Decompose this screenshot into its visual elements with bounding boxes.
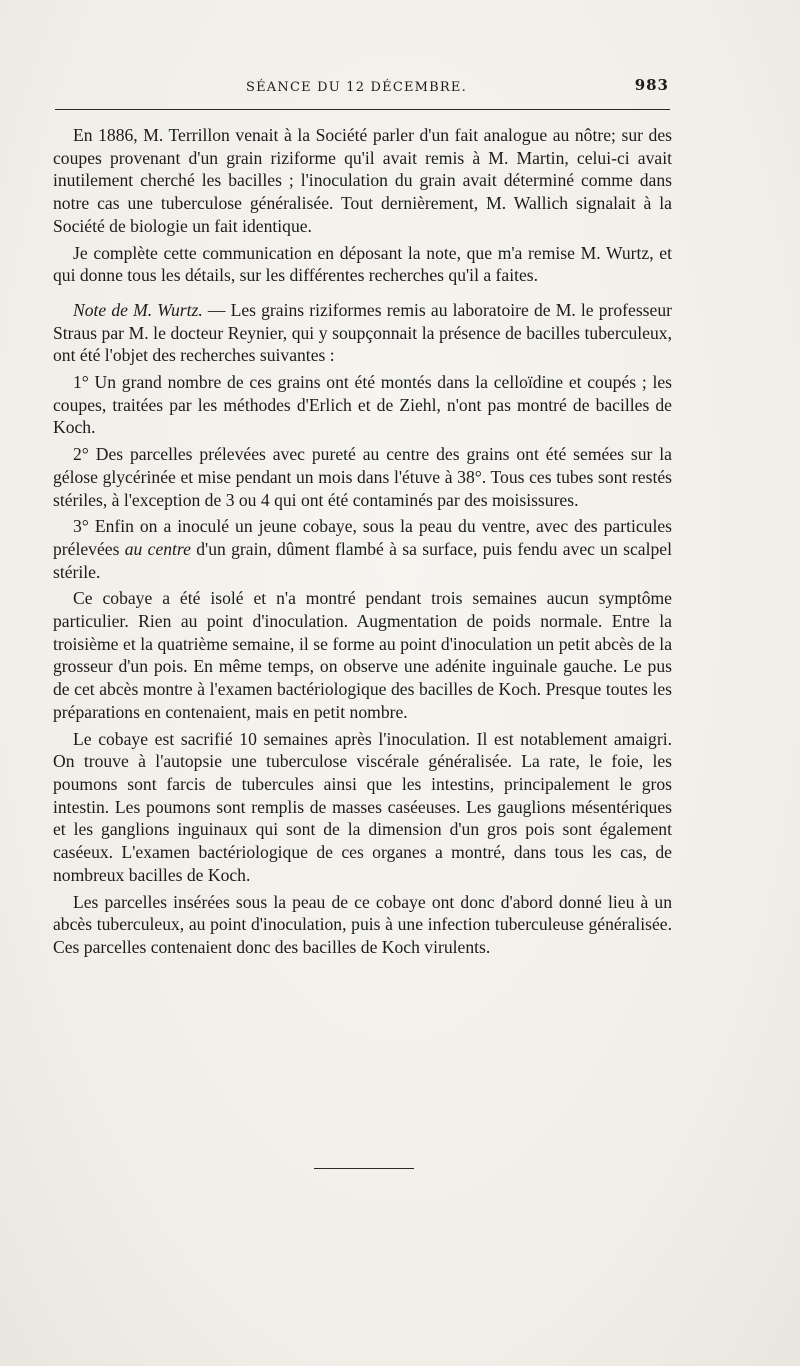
list-item: 1° Un grand nombre de ces grains ont été montés dans la celloïdine et coupés ; les coupes, traitées par les méthodes d'Erlich et de Ziehl, n'ont pas montré de bacilles de Koch. — [53, 372, 672, 438]
paragraph: Les parcelles insérées sous la peau de ce cobaye ont donc d'abord donné lieu à un abcès tuberculeux, au point d'inoculation, puis à une infection tuberculeuse généralisée. Ces parcelles contenaient donc des bacilles de Koch virulents. — [53, 891, 672, 957]
list-item: 2° Des parcelles prélevées avec pureté au centre des grains ont été semées sur la gélose glycérinée et mise pendant un mois dans l'étuve à 38°. Tous ces tubes sont restés stériles, à l'exception de 3 ou 4 qui ont été contaminés par des moisissures. — [53, 444, 672, 510]
paragraph: Le cobaye est sacrifié 10 semaines après l'inoculation. Il est notablement amaigri. On trouve à l'autopsie une tuberculose viscérale généralisée. La rate, le foie, les poumons sont farcis de tubercules ainsi que les intestins, principalement le gros intestin. Les poumons sont remplis de masses caséeuses. Les gauglions mésentériques et les ganglions inguinaux qui sont de la dimension d'un gros pois sont également caséeux. L'examen bactériologique de ces organes a montré, dans tous les cas, de nombreux bacilles de Koch. — [53, 728, 672, 885]
item3-after: d'un grain, dûment flambé à sa surface, puis fendu avec un scalpel stérile. — [53, 538, 672, 582]
page-number: 983 — [634, 76, 669, 94]
article-body — [53, 124, 672, 963]
item3-italic: au centre — [124, 538, 191, 559]
header-rule — [55, 109, 670, 110]
list-item — [53, 515, 672, 583]
note-text: — Les grains riziformes remis au laboratoire de M. le professeur Straus par M. le docteur Reynier, qui y soupçonnait la présence de bacilles tuberculeux, ont été l'objet des recherches suivantes : — [53, 299, 672, 366]
note-paragraph — [53, 299, 672, 367]
paragraph: Je complète cette communication en déposant la note, que m'a remise M. Wurtz, et qui donne tous les détails, sur les différentes recherches qu'il a faites. — [53, 242, 672, 286]
page-header — [56, 76, 669, 98]
paragraph: Ce cobaye a été isolé et n'a montré pendant trois semaines aucun symptôme particulier. Rien au point d'inoculation. Augmentation de poids normale. Entre la troisième et la quatrième semaine, il se forme au point d'inoculation un petit abcès de la grosseur d'un pois. En même temps, on observe une adénite inguinale gauche. Le pus de cet abcès montre à l'examen bactériologique des bacilles de Koch. Presque toutes les préparations en contenaient, mais en petit nombre. — [53, 588, 672, 722]
end-rule — [314, 1168, 414, 1169]
paragraph: En 1886, M. Terrillon venait à la Société parler d'un fait analogue au nôtre; sur des coupes provenant d'un grain riziforme qu'il avait remis à M. Martin, celui-ci avait inutilement cherché les bacilles ; l'inoculation du grain avait déterminé comme dans notre cas une tuberculose généralisée. Tout dernièrement, M. Wallich signalait à la Société de biologie un fait identique. — [53, 125, 672, 236]
running-title: SÉANCE DU 12 DÉCEMBRE. — [246, 80, 467, 95]
item3-before: 3° Enfin on a inoculé un jeune cobaye, sous la peau du ventre, avec des particules prélevées — [53, 516, 672, 559]
note-label: Note de M. Wurtz. — [73, 299, 203, 320]
